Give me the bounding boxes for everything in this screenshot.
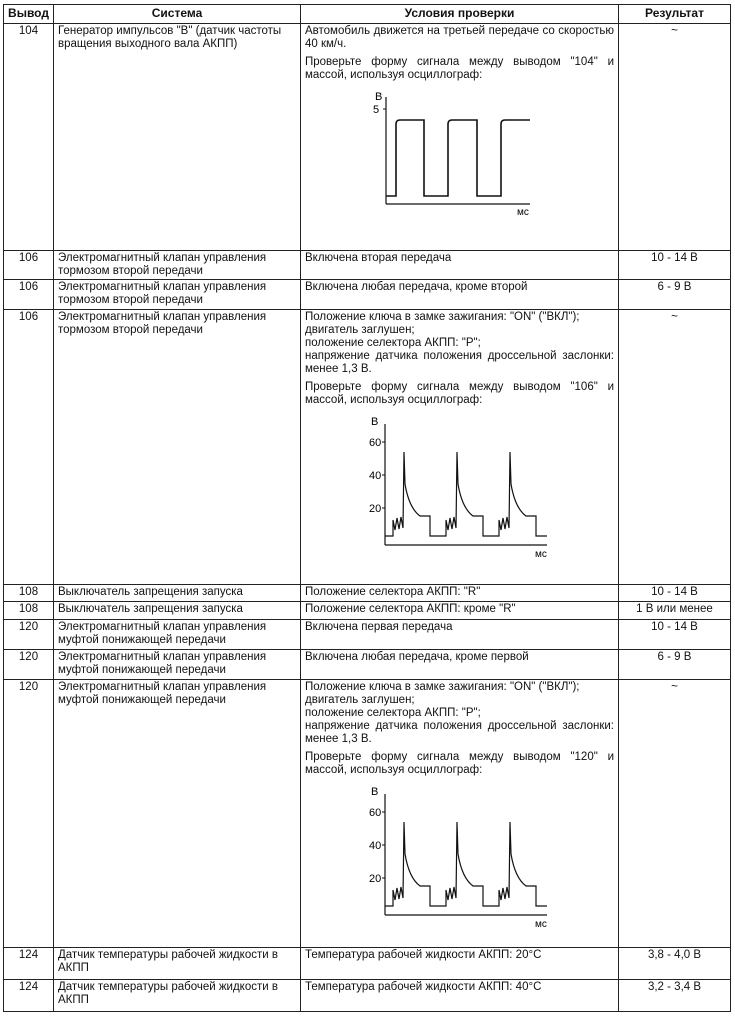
header-pin: Вывод <box>4 5 54 24</box>
table-row <box>4 602 731 620</box>
result-cell: ~ <box>619 24 731 251</box>
table-row <box>4 585 731 602</box>
table-header-row <box>4 5 731 24</box>
conditions-cell: Температура рабочей жидкости АКПП: 40°С <box>301 980 619 1012</box>
system-cell: Электромагнитный клапан управления муфтой понижающей передачи <box>54 620 301 650</box>
result-cell: 6 - 9 В <box>619 650 731 680</box>
condition-text: двигатель заглушен; <box>305 324 415 336</box>
ecu-pin-check-table <box>3 4 731 1012</box>
condition-text: напряжение датчика положения дроссельной заслонки: менее 1,3 В. <box>305 350 614 375</box>
table-row <box>4 980 731 1012</box>
conditions-cell <box>301 680 619 948</box>
table-row <box>4 650 731 680</box>
scope-y-tick: 40 <box>369 840 382 852</box>
document-page <box>3 4 730 1012</box>
pin-cell: 124 <box>4 948 54 980</box>
conditions-cell: Положение селектора АКПП: кроме "R" <box>301 602 619 620</box>
table-row <box>4 948 731 980</box>
table-row <box>4 680 731 948</box>
system-cell: Выключатель запрещения запуска <box>54 602 301 620</box>
conditions-cell: Включена вторая передача <box>301 251 619 280</box>
table-row <box>4 24 731 251</box>
result-cell: ~ <box>619 680 731 948</box>
system-cell: Генератор импульсов "В" (датчик частоты вращения выходного вала АКПП) <box>54 24 301 251</box>
scope-y-unit: В <box>375 91 383 103</box>
pin-cell: 106 <box>4 310 54 585</box>
result-cell: ~ <box>619 310 731 585</box>
table-row <box>4 280 731 310</box>
condition-text: Проверьте форму сигнала между выводом "106" и массой, используя осциллограф: <box>305 381 614 406</box>
result-cell: 3,2 - 3,4 В <box>619 980 731 1012</box>
header-system: Система <box>54 5 301 24</box>
result-cell: 10 - 14 В <box>619 251 731 280</box>
system-cell: Электромагнитный клапан управления муфтой понижающей передачи <box>54 650 301 680</box>
scope-y-tick: 60 <box>369 807 382 819</box>
condition-text: положение селектора АКПП: "Р"; <box>305 337 481 349</box>
pin-cell: 120 <box>4 620 54 650</box>
pin-cell: 120 <box>4 650 54 680</box>
scope-waveform <box>386 120 530 196</box>
result-cell: 10 - 14 В <box>619 620 731 650</box>
header-result: Результат <box>619 5 731 24</box>
table-row <box>4 310 731 585</box>
oscillogram-spike <box>305 782 605 932</box>
conditions-cell: Включена любая передача, кроме первой <box>301 650 619 680</box>
pin-cell: 120 <box>4 680 54 948</box>
conditions-cell: Включена первая передача <box>301 620 619 650</box>
condition-text: напряжение датчика положения дроссельной заслонки: менее 1,3 В. <box>305 720 614 745</box>
header-conditions: Условия проверки <box>301 5 619 24</box>
pin-cell: 108 <box>4 585 54 602</box>
scope-x-unit: мс <box>517 207 529 217</box>
system-cell: Электромагнитный клапан управления муфтой понижающей передачи <box>54 680 301 948</box>
system-cell: Электромагнитный клапан управления тормозом второй передачи <box>54 251 301 280</box>
result-cell: 3,8 - 4,0 В <box>619 948 731 980</box>
condition-text: Положение ключа в замке зажигания: "ON" ("ВКЛ"); <box>305 311 580 323</box>
table-row <box>4 251 731 280</box>
scope-y-tick: 20 <box>369 873 382 885</box>
system-cell: Электромагнитный клапан управления тормозом второй передачи <box>54 310 301 585</box>
scope-y-tick: 20 <box>369 503 382 515</box>
pin-cell: 108 <box>4 602 54 620</box>
scope-x-unit: мс <box>535 919 547 930</box>
pin-cell: 106 <box>4 251 54 280</box>
scope-y-tick: 5 <box>373 104 380 116</box>
system-cell: Электромагнитный клапан управления тормозом второй передачи <box>54 280 301 310</box>
scope-y-tick: 40 <box>369 470 382 482</box>
system-cell: Датчик температуры рабочей жидкости в АКПП <box>54 948 301 980</box>
result-cell: 10 - 14 В <box>619 585 731 602</box>
result-cell: 6 - 9 В <box>619 280 731 310</box>
condition-text: Проверьте форму сигнала между выводом "120" и массой, используя осциллограф: <box>305 751 614 776</box>
pin-cell: 104 <box>4 24 54 251</box>
condition-text: Положение ключа в замке зажигания: "ON" ("ВКЛ"); <box>305 681 580 693</box>
conditions-cell <box>301 24 619 251</box>
conditions-cell <box>301 310 619 585</box>
pin-cell: 106 <box>4 280 54 310</box>
oscillogram-square <box>305 87 605 217</box>
conditions-cell: Положение селектора АКПП: "R" <box>301 585 619 602</box>
conditions-cell: Включена любая передача, кроме второй <box>301 280 619 310</box>
oscillogram-spike <box>305 412 605 562</box>
scope-waveform <box>385 822 547 906</box>
scope-y-unit: В <box>371 416 379 428</box>
result-cell: 1 В или менее <box>619 602 731 620</box>
pin-cell: 124 <box>4 980 54 1012</box>
scope-waveform <box>385 452 547 536</box>
system-cell: Выключатель запрещения запуска <box>54 585 301 602</box>
condition-text: Автомобиль движется на третьей передаче со скоростью 40 км/ч. <box>305 25 614 50</box>
conditions-cell: Температура рабочей жидкости АКПП: 20°С <box>301 948 619 980</box>
scope-y-tick: 60 <box>369 437 382 449</box>
condition-text: положение селектора АКПП: "Р"; <box>305 707 481 719</box>
system-cell: Датчик температуры рабочей жидкости в АКПП <box>54 980 301 1012</box>
condition-text: Проверьте форму сигнала между выводом "104" и массой, используя осциллограф: <box>305 56 614 81</box>
scope-y-unit: В <box>371 786 379 798</box>
table-row <box>4 620 731 650</box>
scope-x-unit: мс <box>535 549 547 560</box>
condition-text: двигатель заглушен; <box>305 694 415 706</box>
